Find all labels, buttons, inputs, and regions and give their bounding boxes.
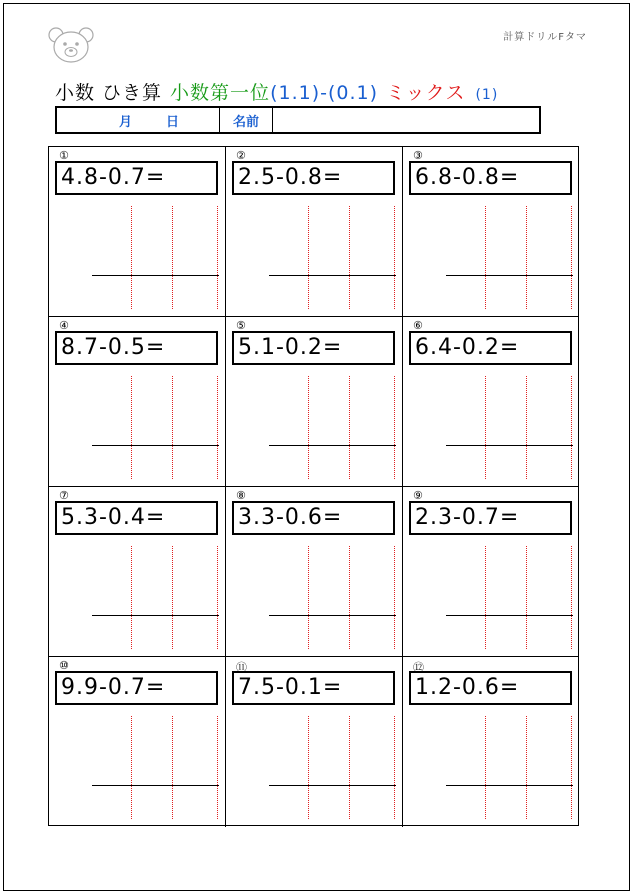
problem-cell: [403, 657, 578, 827]
digit-guide-line: [131, 716, 132, 819]
answer-line: [92, 445, 219, 446]
problem-cell: [226, 317, 403, 487]
problem-grid: [48, 146, 579, 826]
title-part-decimal-place: 小数第一位: [170, 82, 271, 104]
problem-cell: [403, 317, 578, 487]
problem-expression[interactable]: 9.9-0.7=: [55, 671, 218, 705]
problem-number: ⑩: [59, 659, 69, 672]
digit-guide-line: [172, 716, 173, 819]
title-part-format: (1.1)-(0.1): [270, 82, 379, 104]
problem-number: ①: [59, 149, 69, 162]
digit-guide-line: [349, 546, 350, 649]
name-label: 名前: [220, 108, 273, 132]
problem-cell: [49, 317, 226, 487]
digit-guide-line: [308, 546, 309, 649]
digit-guide-line: [571, 546, 572, 649]
digit-guide-line: [394, 716, 395, 819]
digit-guide-line: [172, 376, 173, 479]
digit-guide-line: [394, 546, 395, 649]
answer-line: [92, 785, 219, 786]
digit-guide-line: [308, 376, 309, 479]
title-part-number: (1): [475, 87, 499, 103]
digit-guide-line: [217, 206, 218, 309]
digit-guide-line: [526, 376, 527, 479]
problem-number: ④: [59, 319, 69, 332]
problem-number: ⑪: [236, 661, 247, 674]
answer-line: [269, 275, 396, 276]
answer-line: [446, 445, 573, 446]
problem-expression[interactable]: 4.8-0.7=: [55, 161, 218, 195]
title-part-subtraction: 小数 ひき算: [55, 82, 163, 104]
answer-line: [269, 785, 396, 786]
answer-line: [269, 445, 396, 446]
month-label: 月: [119, 114, 133, 130]
digit-guide-line: [217, 546, 218, 649]
digit-guide-line: [526, 716, 527, 819]
problem-number: ⑦: [59, 489, 69, 502]
problem-expression[interactable]: 2.5-0.8=: [232, 161, 395, 195]
digit-guide-line: [571, 206, 572, 309]
problem-expression[interactable]: 7.5-0.1=: [232, 671, 395, 705]
problem-number: ⑫: [413, 661, 424, 674]
problem-expression[interactable]: 2.3-0.7=: [409, 501, 572, 535]
problem-number: ⑥: [413, 319, 423, 332]
problem-expression[interactable]: 5.1-0.2=: [232, 331, 395, 365]
digit-guide-line: [172, 546, 173, 649]
name-date-bar: [55, 106, 541, 134]
problem-number: ②: [236, 149, 246, 162]
digit-guide-line: [217, 376, 218, 479]
digit-guide-line: [485, 716, 486, 819]
answer-line: [446, 615, 573, 616]
problem-cell: [49, 147, 226, 317]
digit-guide-line: [349, 206, 350, 309]
day-label: 日: [166, 114, 180, 130]
brand-name: 計算ドリルFタマ: [503, 32, 587, 43]
date-field[interactable]: [57, 108, 220, 132]
problem-cell: [49, 487, 226, 657]
problem-expression[interactable]: 6.8-0.8=: [409, 161, 572, 195]
problem-cell: [226, 487, 403, 657]
page-title: [55, 78, 498, 105]
problem-cell: [49, 657, 226, 827]
digit-guide-line: [172, 206, 173, 309]
digit-guide-line: [571, 376, 572, 479]
problem-cell: [403, 487, 578, 657]
digit-guide-line: [526, 206, 527, 309]
digit-guide-line: [485, 206, 486, 309]
problem-cell: [226, 147, 403, 317]
digit-guide-line: [485, 376, 486, 479]
digit-guide-line: [485, 546, 486, 649]
answer-line: [446, 275, 573, 276]
problem-number: ⑨: [413, 489, 423, 502]
digit-guide-line: [571, 716, 572, 819]
digit-guide-line: [394, 376, 395, 479]
digit-guide-line: [308, 716, 309, 819]
digit-guide-line: [349, 716, 350, 819]
digit-guide-line: [349, 376, 350, 479]
problem-expression[interactable]: 3.3-0.6=: [232, 501, 395, 535]
digit-guide-line: [394, 206, 395, 309]
answer-line: [92, 275, 219, 276]
problem-number: ⑤: [236, 319, 246, 332]
answer-line: [269, 615, 396, 616]
problem-number: ⑧: [236, 489, 246, 502]
problem-expression[interactable]: 5.3-0.4=: [55, 501, 218, 535]
problem-cell: [403, 147, 578, 317]
problem-expression[interactable]: 8.7-0.5=: [55, 331, 218, 365]
bear-face-icon: [46, 26, 96, 64]
digit-guide-line: [131, 206, 132, 309]
title-part-mix: ミックス: [386, 82, 466, 104]
answer-line: [446, 785, 573, 786]
problem-expression[interactable]: 6.4-0.2=: [409, 331, 572, 365]
digit-guide-line: [131, 546, 132, 649]
digit-guide-line: [217, 716, 218, 819]
problem-cell: [226, 657, 403, 827]
name-field[interactable]: [273, 108, 539, 132]
problem-expression[interactable]: 1.2-0.6=: [409, 671, 572, 705]
digit-guide-line: [308, 206, 309, 309]
problem-number: ③: [413, 149, 423, 162]
answer-line: [92, 615, 219, 616]
digit-guide-line: [131, 376, 132, 479]
digit-guide-line: [526, 546, 527, 649]
